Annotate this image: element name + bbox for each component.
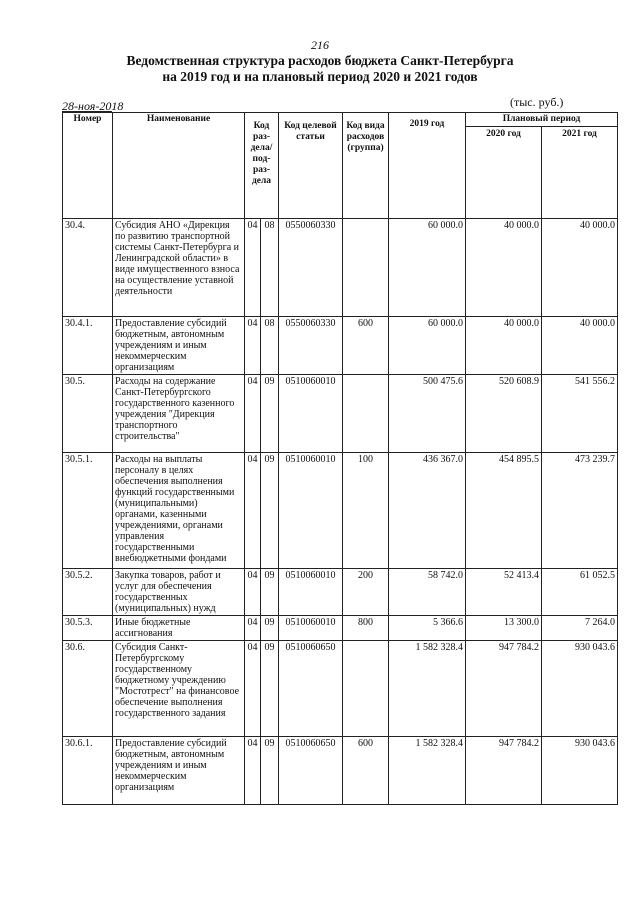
row-amount-2020: 52 413.4 bbox=[466, 569, 542, 616]
row-number: 30.5.2. bbox=[63, 569, 113, 616]
row-expense-type: 800 bbox=[343, 616, 389, 641]
table-row bbox=[63, 616, 618, 641]
header-number: Номер bbox=[63, 113, 113, 219]
row-amount-2019: 1 582 328.4 bbox=[389, 641, 466, 737]
title-line-1: Ведомственная структура расходов бюджета Санкт-Петербурга bbox=[126, 53, 514, 68]
row-expense-type: 600 bbox=[343, 317, 389, 375]
row-number: 30.5.1. bbox=[63, 453, 113, 569]
row-amount-2021: 61 052.5 bbox=[542, 569, 618, 616]
header-year-2020: 2020 год bbox=[466, 127, 542, 219]
table-row bbox=[63, 737, 618, 805]
table-row bbox=[63, 453, 618, 569]
row-name: Субсидия АНО «Дирекция по развитию транспортной системы Санкт-Петербурга и Ленинградской области» в виде имущественного взноса на осуществление уставной деятельности bbox=[113, 219, 245, 317]
row-expense-type bbox=[343, 219, 389, 317]
row-amount-2020: 947 784.2 bbox=[466, 641, 542, 737]
row-expense-type: 100 bbox=[343, 453, 389, 569]
row-name: Расходы на содержание Санкт-Петербургского государственного казенного учреждения "Дирекция транспортного строительства" bbox=[113, 375, 245, 453]
row-name: Предоставление субсидий бюджетным, автономным учреждениям и иным некоммерческим организациям bbox=[113, 317, 245, 375]
row-section: 04 bbox=[245, 219, 261, 317]
document-date: 28-ноя-2018 bbox=[62, 99, 124, 113]
row-number: 30.5.3. bbox=[63, 616, 113, 641]
table-row bbox=[63, 375, 618, 453]
table-row bbox=[63, 569, 618, 616]
title-line-2: на 2019 год и на плановый период 2020 и 2021 годов bbox=[162, 69, 478, 84]
table-row bbox=[63, 641, 618, 737]
row-amount-2021: 541 556.2 bbox=[542, 375, 618, 453]
row-subsection: 09 bbox=[261, 569, 279, 616]
row-section: 04 bbox=[245, 453, 261, 569]
table-row bbox=[63, 219, 618, 317]
row-number: 30.4. bbox=[63, 219, 113, 317]
row-target-code: 0510060650 bbox=[279, 641, 343, 737]
row-name: Субсидия Санкт-Петербургскому государственному бюджетному учреждению "Мостотрест" на финансовое обеспечение выполнения государственного задания bbox=[113, 641, 245, 737]
row-amount-2020: 947 784.2 bbox=[466, 737, 542, 805]
row-amount-2021: 7 264.0 bbox=[542, 616, 618, 641]
header-planning-period: Плановый период bbox=[466, 113, 618, 127]
row-target-code: 0550060330 bbox=[279, 219, 343, 317]
row-expense-type: 200 bbox=[343, 569, 389, 616]
row-amount-2020: 454 895.5 bbox=[466, 453, 542, 569]
row-number: 30.6. bbox=[63, 641, 113, 737]
row-subsection: 09 bbox=[261, 641, 279, 737]
row-subsection: 08 bbox=[261, 219, 279, 317]
row-name: Иные бюджетные ассигнования bbox=[113, 616, 245, 641]
row-amount-2020: 520 608.9 bbox=[466, 375, 542, 453]
row-target-code: 0510060650 bbox=[279, 737, 343, 805]
row-amount-2019: 58 742.0 bbox=[389, 569, 466, 616]
row-subsection: 08 bbox=[261, 317, 279, 375]
row-target-code: 0510060010 bbox=[279, 453, 343, 569]
row-number: 30.6.1. bbox=[63, 737, 113, 805]
row-amount-2020: 40 000.0 bbox=[466, 317, 542, 375]
row-amount-2019: 500 475.6 bbox=[389, 375, 466, 453]
row-amount-2019: 436 367.0 bbox=[389, 453, 466, 569]
row-amount-2019: 1 582 328.4 bbox=[389, 737, 466, 805]
table-body bbox=[63, 219, 618, 805]
header-name: Наименование bbox=[113, 113, 245, 219]
header-expense-type: Код вида расходов (группа) bbox=[343, 113, 389, 219]
header-year-2021: 2021 год bbox=[542, 127, 618, 219]
row-section: 04 bbox=[245, 317, 261, 375]
row-amount-2019: 5 366.6 bbox=[389, 616, 466, 641]
budget-table bbox=[62, 112, 618, 805]
header-year-2019: 2019 год bbox=[389, 113, 466, 219]
row-amount-2020: 40 000.0 bbox=[466, 219, 542, 317]
row-amount-2021: 473 239.7 bbox=[542, 453, 618, 569]
row-subsection: 09 bbox=[261, 375, 279, 453]
row-target-code: 0510060010 bbox=[279, 616, 343, 641]
row-amount-2021: 40 000.0 bbox=[542, 219, 618, 317]
row-section: 04 bbox=[245, 737, 261, 805]
row-subsection: 09 bbox=[261, 453, 279, 569]
row-section: 04 bbox=[245, 375, 261, 453]
row-number: 30.4.1. bbox=[63, 317, 113, 375]
row-section: 04 bbox=[245, 569, 261, 616]
row-name: Расходы на выплаты персоналу в целях обеспечения выполнения функций государственными (муниципальными) органами, казенными учреждениями, органами управления государственными внебюджетными фондами bbox=[113, 453, 245, 569]
page-number: 216 bbox=[311, 38, 329, 52]
row-section: 04 bbox=[245, 641, 261, 737]
row-amount-2021: 930 043.6 bbox=[542, 641, 618, 737]
row-target-code: 0510060010 bbox=[279, 375, 343, 453]
header-section: Код раз-дела/ под-раз-дела bbox=[245, 113, 279, 219]
row-name: Закупка товаров, работ и услуг для обеспечения государственных (муниципальных) нужд bbox=[113, 569, 245, 616]
row-amount-2021: 40 000.0 bbox=[542, 317, 618, 375]
table-row bbox=[63, 317, 618, 375]
row-subsection: 09 bbox=[261, 616, 279, 641]
row-expense-type: 600 bbox=[343, 737, 389, 805]
row-target-code: 0550060330 bbox=[279, 317, 343, 375]
row-expense-type bbox=[343, 641, 389, 737]
header-target: Код целевой статьи bbox=[279, 113, 343, 219]
row-subsection: 09 bbox=[261, 737, 279, 805]
page-title bbox=[0, 53, 640, 85]
units-label: (тыс. руб.) bbox=[510, 95, 564, 109]
row-expense-type bbox=[343, 375, 389, 453]
row-number: 30.5. bbox=[63, 375, 113, 453]
row-amount-2020: 13 300.0 bbox=[466, 616, 542, 641]
row-amount-2019: 60 000.0 bbox=[389, 219, 466, 317]
row-amount-2021: 930 043.6 bbox=[542, 737, 618, 805]
row-section: 04 bbox=[245, 616, 261, 641]
row-name: Предоставление субсидий бюджетным, автономным учреждениям и иным некоммерческим организациям bbox=[113, 737, 245, 805]
row-target-code: 0510060010 bbox=[279, 569, 343, 616]
row-amount-2019: 60 000.0 bbox=[389, 317, 466, 375]
